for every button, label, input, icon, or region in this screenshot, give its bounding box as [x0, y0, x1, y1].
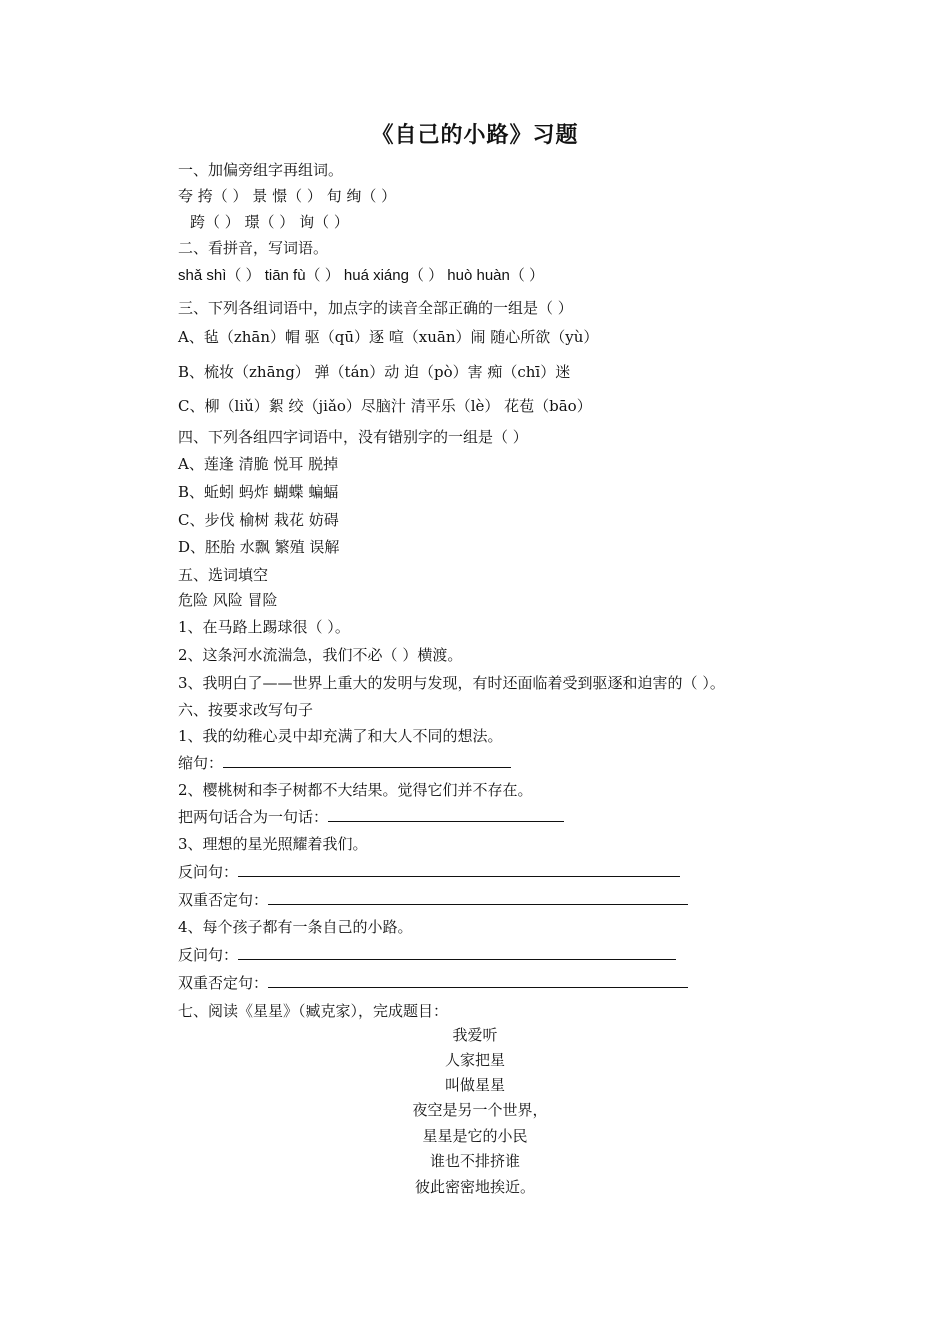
- poem-line: 谁也不排挤谁: [429, 1152, 520, 1170]
- section-5-heading: 五、选词填空: [178, 566, 269, 584]
- section-3-option-a: A、毡（zhān）帽 驱（qū）逐 喧（xuān）闹 随心所欲（yù）: [178, 328, 599, 346]
- section-4-heading: 四、下列各组四字词语中，没有错别字的一组是（ ）: [178, 428, 528, 446]
- answer-blank[interactable]: [223, 753, 511, 768]
- section-6-answer-4b: [178, 973, 688, 993]
- section-1-heading: 一、加偏旁组字再组词。: [178, 161, 344, 179]
- section-1-row-2: 跨（ ） 璟（ ） 询（ ）: [190, 213, 349, 231]
- section-6-answer-4a: [178, 945, 676, 965]
- section-4-option-a: A、莲逢 清脆 悦耳 脱掉: [178, 455, 339, 473]
- answer-blank[interactable]: [328, 807, 564, 822]
- section-4-option-b: B、蚯蚓 蚂炸 蝴蝶 蝙蝠: [178, 483, 339, 501]
- poem-line: 人家把星: [444, 1051, 505, 1069]
- answer-blank[interactable]: [268, 973, 688, 988]
- answer-prompt: 双重否定句：: [178, 891, 269, 909]
- section-6-heading: 六、按要求改写句子: [178, 701, 314, 719]
- section-6-sentence-1: 1、我的幼稚心灵中却充满了和大人不同的想法。: [178, 727, 503, 745]
- section-6-sentence-2: 2、樱桃树和李子树都不大结果。觉得它们并不存在。: [178, 781, 533, 799]
- answer-blank[interactable]: [238, 862, 680, 877]
- poem-line: 叫做星星: [444, 1076, 505, 1094]
- poem-line: 星星是它的小民: [422, 1127, 528, 1145]
- section-5-sentence-1: 1、在马路上踢球很（ ）。: [178, 618, 350, 636]
- section-1-row-1: 夸 挎（ ） 景 憬（ ） 旬 绚（ ）: [178, 187, 397, 205]
- section-6-sentence-4: 4、每个孩子都有一条自己的小路。: [178, 918, 413, 936]
- answer-prompt: 缩句：: [178, 754, 224, 772]
- answer-blank[interactable]: [238, 945, 676, 960]
- section-6-answer-3b: [178, 890, 688, 910]
- section-5-sentence-3: 3、我明白了——世界上重大的发明与发现，有时还面临着受到驱逐和迫害的（ ）。: [178, 674, 725, 692]
- section-3-option-c: C、柳（liǔ）絮 绞（jiǎo）尽脑汁 清平乐（lè） 花苞（bāo）: [178, 397, 592, 415]
- answer-prompt: 双重否定句：: [178, 974, 269, 992]
- answer-prompt: 反问句：: [178, 863, 239, 881]
- section-4-option-c: C、步伐 榆树 栽花 妨碍: [178, 511, 339, 529]
- section-6-answer-2: [178, 807, 564, 827]
- section-6-answer-1: [178, 753, 511, 773]
- section-6-answer-3a: [178, 862, 680, 882]
- section-5-word-bank: 危险 风险 冒险: [178, 591, 278, 609]
- section-2-heading: 二、看拼音，写词语。: [178, 239, 329, 257]
- section-4-option-d: D、胚胎 水飘 繁殖 误解: [178, 538, 340, 556]
- section-3-option-b: B、梳妆（zhāng） 弹（tán）动 迫（pò）害 痴（chī）迷: [178, 363, 571, 381]
- answer-prompt: 反问句：: [178, 946, 239, 964]
- poem-line: 我爱听: [452, 1026, 498, 1044]
- poem-line: 夜空是另一个世界，: [412, 1101, 548, 1119]
- section-6-sentence-3: 3、理想的星光照耀着我们。: [178, 835, 368, 853]
- answer-prompt: 把两句话合为一句话：: [178, 808, 329, 826]
- section-5-sentence-2: 2、这条河水流湍急，我们不必（ ）横渡。: [178, 646, 463, 664]
- section-2-pinyin-row: shǎ shì（ ） tiān fù（ ） huá xiáng（ ） huò huàn（ ）: [178, 267, 545, 284]
- page-title: 《自己的小路》习题: [371, 123, 579, 148]
- poem-line: 彼此密密地挨近。: [414, 1178, 535, 1196]
- section-3-heading: 三、下列各组词语中，加点字的读音全部正确的一组是（ ）: [178, 299, 573, 317]
- answer-blank[interactable]: [268, 890, 688, 905]
- section-7-heading: 七、阅读《星星》（臧克家），完成题目：: [178, 1002, 449, 1020]
